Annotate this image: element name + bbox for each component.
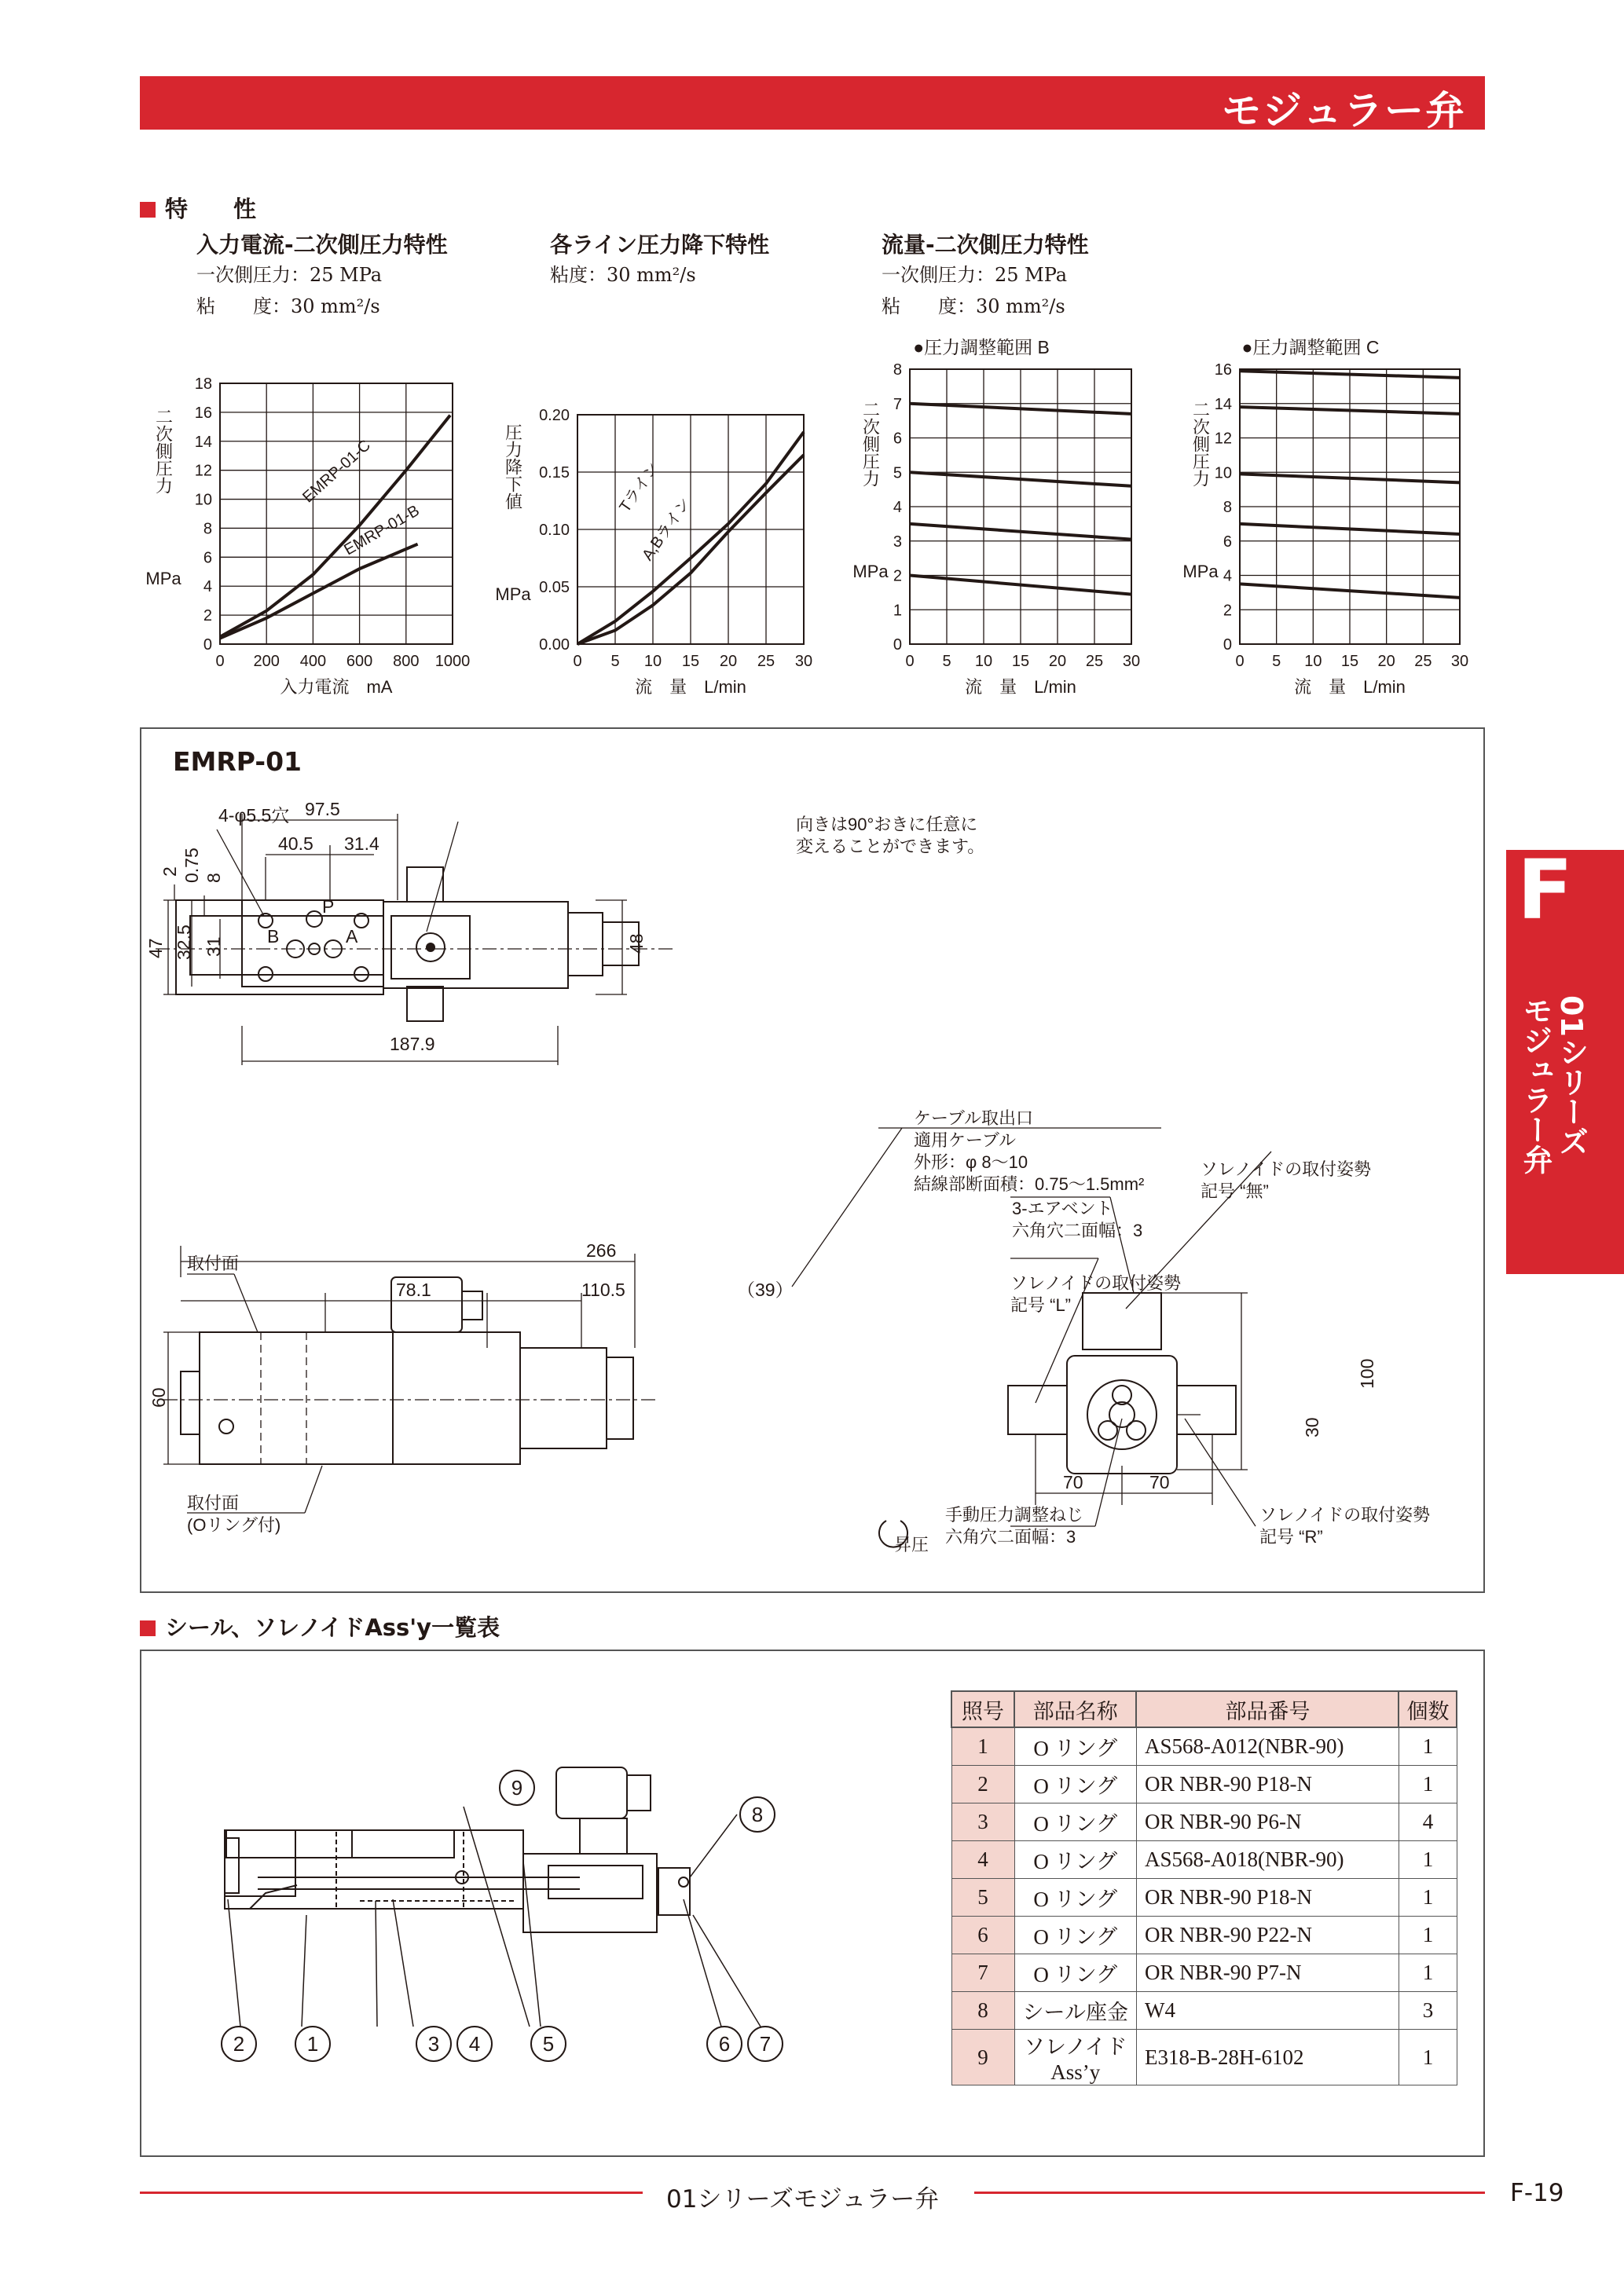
cell-no: 2 — [951, 1766, 1014, 1803]
footer-rule-left — [140, 2192, 643, 2194]
table-row — [951, 1917, 1457, 1954]
cell-partno: OR NBR-90 P7-N — [1136, 1954, 1399, 1992]
series-label: A,Bライン — [639, 495, 695, 564]
x-tick-label: 0 — [573, 653, 582, 670]
y-tick-label: 14 — [1214, 395, 1232, 413]
header-bar — [140, 76, 1485, 134]
chart-title: ●圧力調整範囲 C — [1241, 337, 1380, 357]
x-tick-label: 25 — [757, 653, 775, 670]
x-tick-label: 15 — [681, 653, 700, 670]
leader-9 — [464, 1807, 530, 2027]
cell-partno: W4 — [1136, 1992, 1399, 2030]
cell-qty: 1 — [1399, 1917, 1457, 1954]
bullet-square-icon — [140, 1620, 156, 1636]
chart-range-c — [1182, 337, 1468, 697]
x-tick-label: 0 — [215, 653, 225, 670]
y-axis-unit: MPa — [1182, 562, 1219, 581]
y-tick-label: 18 — [194, 375, 212, 393]
page-number: F-19 — [1510, 2179, 1564, 2207]
y-axis-label: 圧力降下値 — [503, 423, 523, 510]
cell-partno: E318-B-28H-6102 — [1136, 2030, 1399, 2085]
table-row — [951, 2030, 1457, 2085]
cell-qty: 1 — [1399, 1954, 1457, 1992]
cell-name: ソレノイド Ass’y — [1014, 2030, 1136, 2085]
svg-text:8: 8 — [751, 1803, 764, 1826]
callout-9 — [500, 1771, 534, 1805]
x-tick-label: 10 — [1304, 653, 1322, 670]
cell-name: O リング — [1014, 1917, 1136, 1954]
section-characteristics-heading: 特 性 — [140, 192, 256, 224]
note-cable: ケーブル取出口適用ケーブル外形：φ 8～10 結線部断面積：0.75～1.5mm² — [914, 1108, 1145, 1194]
footer-title: 01シリーズモジュラー弁 — [666, 2185, 940, 2214]
x-tick-label: 20 — [1377, 653, 1395, 670]
table-row — [951, 1841, 1457, 1879]
cell-no: 1 — [951, 1727, 1014, 1766]
svg-text:6: 6 — [718, 2032, 731, 2056]
y-tick-label: 16 — [194, 404, 212, 422]
dim-31-4: 31.4 — [344, 833, 379, 854]
dim-0-75: 0.75 — [181, 848, 202, 883]
y-tick-label: 10 — [194, 491, 212, 509]
chart1-caption: 入力電流-二次側圧力特性 一次側圧力：25 MPa 粘 度：30 mm²/s — [196, 232, 448, 317]
col-partno: 部品番号 — [1136, 1691, 1399, 1727]
table-row — [951, 1766, 1457, 1803]
x-tick-label: 25 — [1085, 653, 1104, 670]
series-line — [220, 544, 418, 639]
dim-32-5: 32.5 — [174, 925, 194, 960]
chart-title: ●圧力調整範囲 B — [913, 337, 1050, 357]
x-tick-label: 30 — [1450, 653, 1469, 670]
bullet-square-icon — [140, 202, 156, 218]
nut-top — [568, 913, 603, 976]
dim-70-left: 70 — [1063, 1472, 1083, 1492]
x-tick-label: 20 — [719, 653, 738, 670]
note-orientation: 向きは90°おきに任意に変えることができます。 — [796, 815, 985, 856]
callout-6 — [707, 2027, 742, 2061]
x-tick-label: 0 — [905, 653, 915, 670]
x-tick-label: 0 — [1235, 653, 1245, 670]
x-tick-label: 20 — [1048, 653, 1067, 670]
model-label: EMRP-01 — [173, 746, 302, 777]
y-tick-label: 2 — [203, 607, 212, 625]
callout-4 — [457, 2027, 492, 2061]
y-tick-label: 8 — [1223, 499, 1232, 516]
y-tick-label: 12 — [194, 462, 212, 480]
dim-47: 47 — [145, 938, 166, 958]
cell-qty: 1 — [1399, 1841, 1457, 1879]
svg-text:1: 1 — [306, 2032, 319, 2056]
x-tick-label: 25 — [1414, 653, 1432, 670]
x-tick-label: 400 — [299, 653, 327, 670]
side-tab — [1506, 842, 1624, 1274]
cell-partno: OR NBR-90 P18-N — [1136, 1879, 1399, 1917]
y-tick-label: 12 — [1214, 430, 1232, 448]
series-label: EMRP-01-C — [299, 436, 374, 507]
table-row — [951, 1803, 1457, 1841]
dim-60: 60 — [148, 1387, 169, 1408]
dim-266: 266 — [586, 1240, 617, 1261]
y-tick-label: 4 — [203, 578, 212, 596]
y-tick-label: 6 — [1223, 533, 1232, 551]
series-label: Tライン — [616, 460, 663, 516]
series-label: EMRP-01-B — [341, 502, 423, 559]
svg-text:3: 3 — [427, 2032, 440, 2056]
side-tab-line2: モジュラー弁 — [1518, 995, 1553, 1174]
dim-40-5: 40.5 — [278, 833, 313, 854]
parts-table — [951, 1690, 1457, 2085]
footer-rule-right — [974, 2192, 1485, 2194]
callout-1 — [295, 2027, 330, 2061]
dimension-drawing — [140, 727, 1482, 1590]
y-tick-label: 0.05 — [539, 579, 570, 596]
cell-qty: 3 — [1399, 1992, 1457, 2030]
y-tick-label: 0 — [893, 636, 902, 654]
dim-30: 30 — [1302, 1417, 1322, 1437]
cell-no: 6 — [951, 1917, 1014, 1954]
charts-area — [0, 330, 1624, 707]
y-tick-label: 0.15 — [539, 464, 570, 482]
cell-partno: AS568-A012(NBR-90) — [1136, 1727, 1399, 1766]
x-tick-label: 5 — [1272, 653, 1281, 670]
y-axis-unit: MPa — [495, 584, 531, 604]
header-title: モジュラー弁 — [1222, 88, 1466, 134]
side-tab-line1: 01シリーズ — [1554, 995, 1589, 1156]
x-axis-label: 流 量 L/min — [1294, 677, 1406, 697]
callout-7 — [748, 2027, 783, 2061]
x-tick-label: 10 — [643, 653, 662, 670]
port-a: A — [346, 926, 358, 947]
y-tick-label: 4 — [893, 499, 902, 516]
callout-5 — [531, 2027, 566, 2061]
cell-no: 5 — [951, 1879, 1014, 1917]
cell-name: O リング — [1014, 1954, 1136, 1992]
y-tick-label: 6 — [203, 549, 212, 567]
dim-78-1: 78.1 — [396, 1280, 431, 1300]
callout-2 — [222, 2027, 256, 2061]
section-parts-heading: シール、ソレノイドAss'y一覧表 — [140, 1610, 500, 1642]
y-tick-label: 16 — [1214, 361, 1232, 379]
y-tick-label: 3 — [893, 533, 902, 551]
note-up: 昇圧 — [894, 1535, 929, 1554]
cell-partno: OR NBR-90 P18-N — [1136, 1766, 1399, 1803]
x-tick-label: 30 — [1122, 653, 1141, 670]
y-tick-label: 2 — [1223, 602, 1232, 620]
note-sol-l: ソレノイドの取付姿勢記号 “L” — [1010, 1273, 1182, 1315]
y-tick-label: 4 — [1223, 567, 1232, 585]
cell-no: 4 — [951, 1841, 1014, 1879]
cell-name: O リング — [1014, 1727, 1136, 1766]
cell-partno: OR NBR-90 P6-N — [1136, 1803, 1399, 1841]
cell-qty: 4 — [1399, 1803, 1457, 1841]
chart-range-b — [852, 337, 1140, 697]
table-row — [951, 1954, 1457, 1992]
dim-100: 100 — [1357, 1358, 1377, 1389]
dim-8: 8 — [203, 873, 224, 883]
note-sol-none: ソレノイドの取付姿勢記号 “無” — [1201, 1159, 1372, 1201]
table-row — [951, 1879, 1457, 1917]
x-tick-label: 10 — [974, 653, 993, 670]
cell-no: 7 — [951, 1954, 1014, 1992]
solenoid-body-top — [383, 902, 568, 988]
valve-end — [225, 1830, 295, 1896]
x-axis-label: 流 量 L/min — [635, 677, 746, 697]
y-axis-label: 二次側圧力 — [860, 401, 881, 487]
chart-current-pressure — [145, 375, 470, 697]
dim-70-right: 70 — [1149, 1472, 1170, 1492]
dim-48: 48 — [626, 933, 647, 954]
dim-hole: 4-φ5.5穴 — [218, 805, 290, 826]
y-tick-label: 0.20 — [539, 407, 570, 424]
y-tick-label: 14 — [194, 433, 212, 451]
cell-name: O リング — [1014, 1841, 1136, 1879]
y-tick-label: 0 — [1223, 636, 1232, 654]
svg-text:7: 7 — [759, 2032, 772, 2056]
side-tab-letter: F — [1517, 842, 1574, 938]
cell-no: 3 — [951, 1803, 1014, 1841]
y-axis-label: 二次側圧力 — [1190, 401, 1211, 487]
svg-text:9: 9 — [511, 1776, 523, 1800]
col-name: 部品名称 — [1014, 1691, 1136, 1727]
cell-qty: 1 — [1399, 2030, 1457, 2085]
table-row — [951, 1727, 1457, 1766]
x-tick-label: 15 — [1011, 653, 1030, 670]
x-axis-label: 流 量 L/min — [965, 677, 1076, 697]
chart-pressure-drop — [495, 407, 812, 697]
port-b: B — [267, 926, 280, 947]
y-axis-label: 二次側圧力 — [153, 408, 174, 494]
y-axis-unit: MPa — [145, 569, 181, 588]
x-tick-label: 5 — [942, 653, 951, 670]
x-tick-label: 5 — [610, 653, 620, 670]
y-tick-label: 7 — [893, 395, 902, 413]
y-tick-label: 10 — [1214, 464, 1232, 482]
connector-top-fitting — [407, 867, 443, 902]
col-no: 照号 — [951, 1691, 1014, 1727]
dim-187-9: 187.9 — [390, 1034, 435, 1054]
y-tick-label: 8 — [893, 361, 902, 379]
dim-97-5: 97.5 — [305, 799, 340, 819]
svg-text:5: 5 — [542, 2032, 555, 2056]
cell-qty: 1 — [1399, 1879, 1457, 1917]
dim-31: 31 — [203, 936, 224, 957]
note-mount-oring: 取付面(Oリング付) — [187, 1493, 281, 1535]
callout-3 — [416, 2027, 451, 2061]
cell-qty: 1 — [1399, 1727, 1457, 1766]
x-tick-label: 30 — [794, 653, 813, 670]
connector-section — [556, 1767, 627, 1818]
port-p: P — [322, 896, 335, 917]
svg-text:2: 2 — [233, 2032, 245, 2056]
table-header-row — [951, 1691, 1457, 1727]
y-tick-label: 0 — [203, 636, 212, 654]
cell-no: 9 — [951, 2030, 1014, 2085]
svg-text:4: 4 — [468, 2032, 481, 2056]
series-line — [220, 416, 450, 637]
y-tick-label: 6 — [893, 430, 902, 448]
col-qty: 個数 — [1399, 1691, 1457, 1727]
callout-8 — [740, 1797, 775, 1832]
y-axis-unit: MPa — [852, 562, 889, 581]
cell-name: O リング — [1014, 1879, 1136, 1917]
note-mount: 取付面 — [187, 1254, 240, 1273]
x-tick-label: 200 — [253, 653, 280, 670]
cell-no: 8 — [951, 1992, 1014, 2030]
dim-110-5: 110.5 — [581, 1280, 625, 1300]
note-air-vent: 3-エアベント六角穴二面幅：3 — [1012, 1199, 1143, 1240]
x-tick-label: 15 — [1340, 653, 1359, 670]
y-tick-label: 0.00 — [539, 636, 570, 654]
connector-bottom-fitting — [407, 987, 443, 1021]
parts-table-body — [951, 1727, 1457, 2085]
x-tick-label: 800 — [393, 653, 420, 670]
x-axis-label: 入力電流 mA — [280, 677, 393, 697]
cell-name: O リング — [1014, 1803, 1136, 1841]
x-tick-label: 600 — [346, 653, 373, 670]
y-tick-label: 1 — [893, 602, 902, 620]
cell-name: O リング — [1014, 1766, 1136, 1803]
note-manual: 手動圧力調整ねじ六角穴二面幅：3 — [945, 1505, 1084, 1547]
y-tick-label: 2 — [893, 567, 902, 585]
chart2-caption: 各ライン圧力降下特性 粘度：30 mm²/s — [550, 232, 770, 286]
cell-partno: OR NBR-90 P22-N — [1136, 1917, 1399, 1954]
y-tick-label: 0.10 — [539, 522, 570, 539]
y-tick-label: 5 — [893, 464, 902, 482]
dim-39: （39） — [737, 1280, 794, 1300]
chart3-caption: 流量-二次側圧力特性 一次側圧力：25 MPa 粘 度：30 mm²/s — [882, 232, 1089, 317]
dim-2: 2 — [159, 866, 180, 877]
y-tick-label: 8 — [203, 520, 212, 538]
rotate-arrow-icon — [879, 1521, 907, 1547]
cell-qty: 1 — [1399, 1766, 1457, 1803]
sectional-drawing — [140, 1650, 941, 2154]
cell-partno: AS568-A018(NBR-90) — [1136, 1841, 1399, 1879]
x-tick-label: 1000 — [434, 653, 471, 670]
cell-name: シール座金 — [1014, 1992, 1136, 2030]
note-sol-r: ソレノイドの取付姿勢記号 “R” — [1259, 1505, 1431, 1547]
table-row — [951, 1992, 1457, 2030]
